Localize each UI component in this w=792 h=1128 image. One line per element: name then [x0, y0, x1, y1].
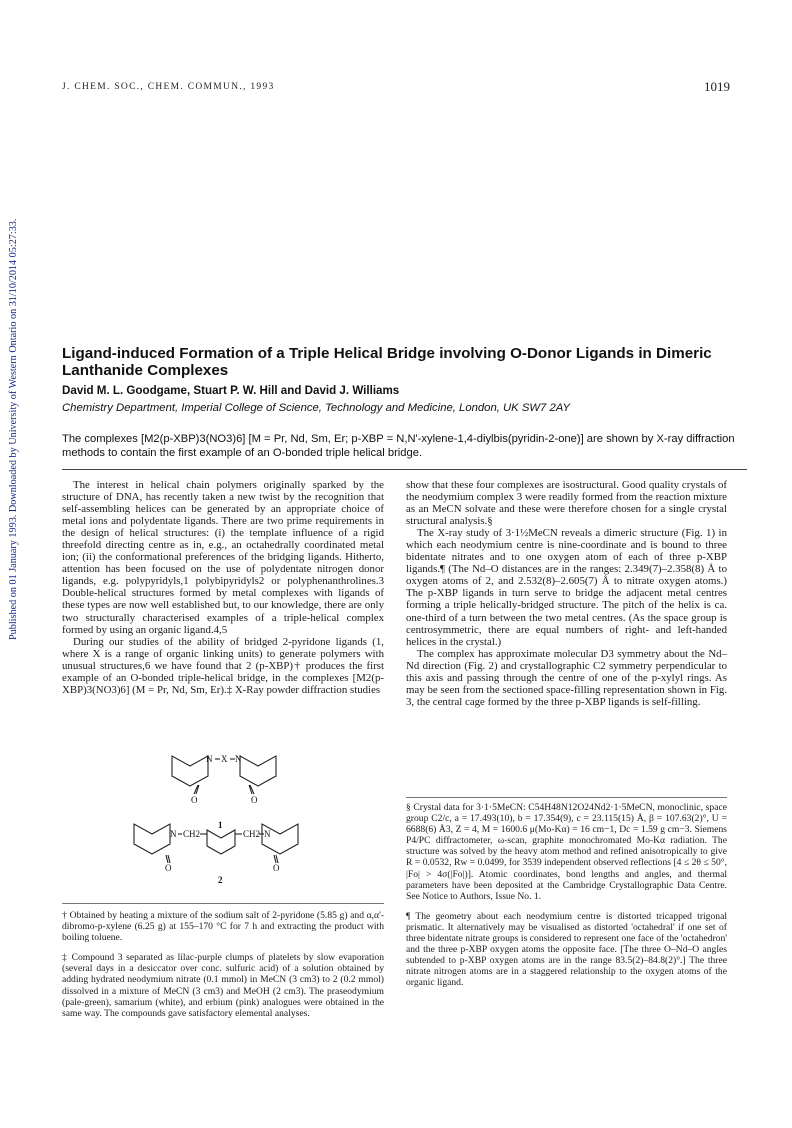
compound-1-label: 1 — [218, 820, 223, 830]
compound-1-atom-o-right: O — [251, 795, 258, 805]
left-footnotes — [62, 910, 384, 1019]
compound-2-structure — [134, 824, 298, 863]
article-abstract: The complexes [M2(p-XBP)3(NO3)6] [M = Pr, Nd, Sm, Er; p-XBP = N,N'-xylene-1,4-diylbis(pyridin-2-one)] are shown by X-ray diffraction methods to contain the first example of an O-bonded triple helical bridge. — [62, 433, 735, 460]
page-number: 1019 — [704, 79, 730, 94]
left-footnote-rule — [62, 903, 384, 904]
left-paragraph-2: During our studies of the ability of bridged 2-pyridone ligands (1, where X is a range of organic linking units) to generate polymers with unusual structures,6 we have found that 2 (p-XBP)† produces the first example of an O-bonded triple-helical bridge, in the complexes [M2(p-XBP)3(NO3)6] (M = Pr, Nd, Sm, Er).‡ X-Ray powder diffraction studies — [62, 635, 384, 696]
footnote-geometry: ¶ The geometry about each neodymium centre is distorted tricapped trigonal prismatic. It alternatively may be visualised as distorted 'octahedral' if one set of three bidentate nitrate groups is considered to represent one face of the 'octahedron' and the three p-XBP oxygen atoms the opposite face. [The three O–Nd–O angles subtended to p-XBP oxygen atoms are in the range 83.5(2)–84.8(2)°.] The three nitrate nitrogen atoms are in a staggered relationship to the oxygen atoms of the organic ligand. — [406, 910, 727, 989]
compound-2-label: 2 — [218, 875, 223, 885]
download-watermark-text[interactable]: Published on 01 January 1993. Downloaded by University of Western Ontario on 31/10/2014 05:27:33. — [8, 218, 19, 640]
right-footnotes — [406, 802, 727, 989]
right-footnote-rule — [406, 797, 727, 798]
running-header: J. CHEM. SOC., CHEM. COMMUN., 1993 — [62, 82, 275, 92]
compound-1-atom-n-right: N — [235, 754, 242, 764]
right-paragraph-1: show that these four complexes are isostructural. Good quality crystals of the neodymium complex 3 were readily formed from the reaction mixture as an MeCN solvate and these were therefore chosen for a single crystal structural analysis.§ — [406, 479, 727, 528]
footnote-crystal-data: § Crystal data for 3·1·5MeCN: C54H48N12O24Nd2·1·5MeCN, monoclinic, space group C2/c, a = 17.493(10), b = 17.354(9), c = 23.115(15) Å, β = 107.63(2)°, U = 6688(6) Å3, Z = 4, M = 1600.6 μ(Mo-Kα) = 16 cm−1, Dc = 1.59 g cm−3. Siemens P4/PC diffractometer, ω-scan, graphite monochromated Mo-Kα radiation. The structure was solved by the heavy atom method and refined anisotropically to give R = 0.0532, Rw = 0.0499, for 3539 independent observed reflections [4 ≤ 2θ ≤ 50°, |Fo| > 4σ(|Fo|)]. Atomic coordinates, bond lengths and angles, and thermal parameters have been deposited at the Cambridge Crystallographic Data Centre. See Notice to Authors, Issue No. 1. — [406, 802, 727, 902]
right-paragraph-3: The complex has approximate molecular D3 symmetry about the Nd–Nd direction (Fig. 2) and crystallographic C2 symmetry perpendicular to this axis and passing through the centre of one of the p-xylyl rings. As may be seen from the sectioned space-filling representation shown in Fig. 3, the central cage formed by the three p-XBP ligands is self-filling. — [406, 647, 727, 708]
structure-figure — [120, 740, 320, 886]
compound-1-atom-n-left: N — [206, 754, 213, 764]
compound-2-atom-o-right: O — [273, 863, 280, 873]
footnote-dagger: † Obtained by heating a mixture of the sodium salt of 2-pyridone (5.85 g) and α,α'-dibromo-p-xylene (6.25 g) at 155–170 °C for 7 h and extracting the product with boiling toluene. — [62, 910, 384, 944]
compound-2-atom-n-left: N — [170, 829, 177, 839]
right-column — [406, 479, 727, 708]
compound-2-atom-o-left: O — [165, 863, 172, 873]
compound-2-ch2-left: CH2 — [183, 829, 201, 839]
article-title: Ligand-induced Formation of a Triple Helical Bridge involving O-Donor Ligands in Dimeric Lanthanide Complexes — [62, 345, 712, 379]
right-paragraph-2: The X-ray study of 3·1½MeCN reveals a dimeric structure (Fig. 1) in which each neodymium centre is nine-coordinate and is bound to three bidentate nitrates and to one oxygen atom of each of three p-XBP ligands.¶ (The Nd–O distances are in the ranges: 2.349(7)–2.358(8) Å to oxygen atoms of 2, and 2.532(8)–2.605(7) Å to nitrate oxygen atoms.) The p-XBP ligands in turn serve to bridge the adjacent metal centres forming a triple helically-bridged structure. The pitch of the helix is ca. one-third of a turn between the two metal centres. (As the space group is centrosymmetric, there are equal numbers of right- and left-handed helices in the crystal.) — [406, 527, 727, 648]
left-column — [62, 479, 384, 696]
article-affiliation: Chemistry Department, Imperial College of Science, Technology and Medicine, London, UK SW7 2AY — [62, 402, 570, 414]
compound-1-linker-x: X — [221, 754, 228, 764]
left-paragraph-1: The interest in helical chain polymers originally sparked by the structure of DNA, has recently taken a new twist by the recognition that self-assembling helices can be generated by an appropriate choice of metal ions and polydentate ligands. There are two prime requirements in the design of helical structures: (i) the template influence of a rigid threefold directing centre as in, e.g., an octahedrally coordinated metal ion; (ii) the conformational preferences of the bridging ligands. Hitherto, attention has been focused on the use of polydentate nitrogen donor ligands, e.g. polypyridyls,1 polybipyridyls2 or polyphenanthrolines.3 Double-helical structures formed by metal complexes with ligands of these types are now well established but, to our knowledge, there are only two structurally characterised examples of a triple-helical complex formed by using an organic ligand.4,5 — [62, 479, 384, 636]
abstract-rule — [62, 469, 747, 470]
compound-1-atom-o-left: O — [191, 795, 198, 805]
article-authors: David M. L. Goodgame, Stuart P. W. Hill and David J. Williams — [62, 384, 400, 397]
footnote-double-dagger: ‡ Compound 3 separated as lilac-purple clumps of platelets by slow evaporation (several days in a desiccator over conc. sulfuric acid) of a solution obtained by adding hydrated neodymium nitrate (0.1 mmol) in MeCN (3 cm3) to 2 (0.2 mmol) dissolved in a mixture of MeCN (3 cm3) and MeOH (2 cm3). The praseodymium (pale-green), samarium (white), and erbium (pink) analogues were obtained in the same way. The compounds gave satisfactory elemental analyses. — [62, 952, 384, 1019]
compound-2-atom-n-right: N — [264, 829, 271, 839]
compound-2-ch2-right: CH2 — [243, 829, 261, 839]
